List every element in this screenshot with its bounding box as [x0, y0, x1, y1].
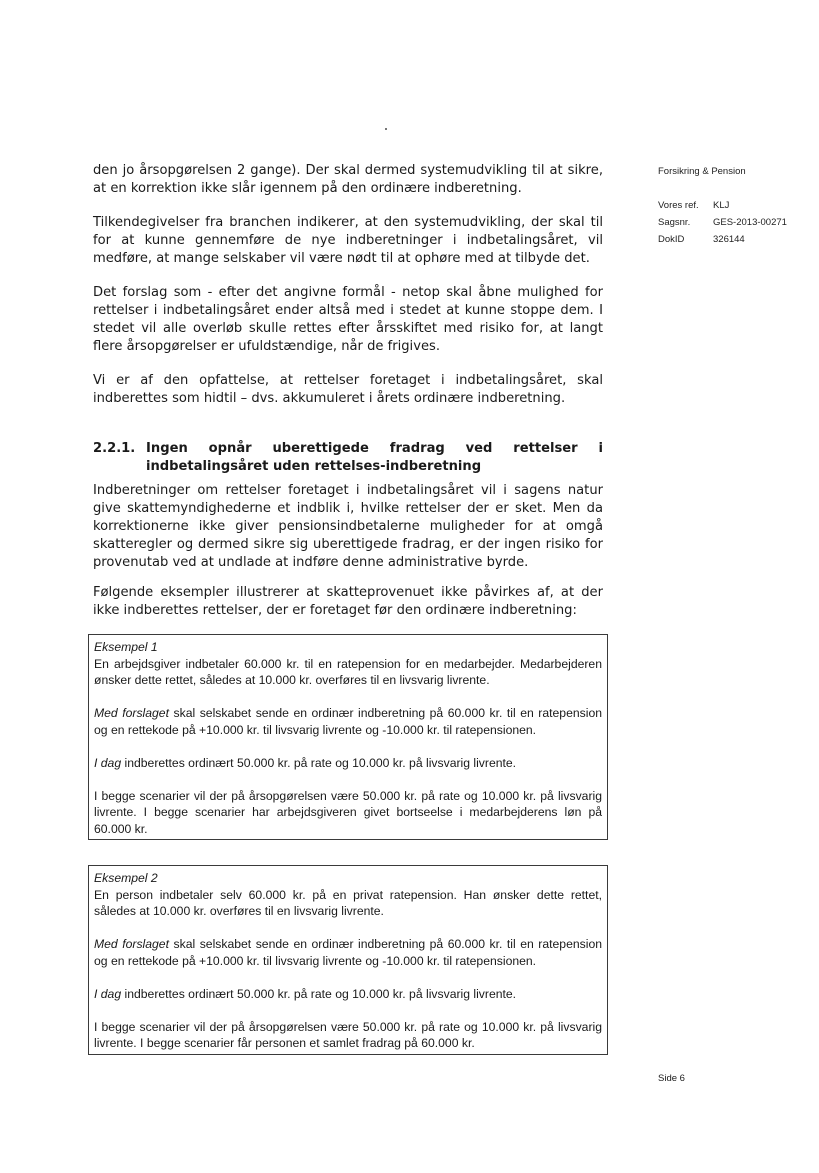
paragraph-text: Vi er af den opfattelse, at rettelser foretaget i indbetalingsåret, skal indberettes som hidtil – dvs. akkumuleret i årets ordinære indberetning. — [93, 373, 603, 406]
today-lead: I dag — [94, 986, 122, 1001]
example-proposal — [94, 705, 602, 738]
today-text: indberettes ordinært 50.000 kr. på rate og 10.000 kr. på livsvarig livrente. — [121, 986, 517, 1001]
paragraph-text: Indberetninger om rettelser foretaget i indbetalingsåret vil i sagens natur give skattemyndighederne et indblik i, hvilke rettelser der er sket. Men da korrektionerne ikke giver pensionsindbetalerne muligheder for at omgå skatteregler og dermed sikre sig uberettigede fradrag, er der ingen risiko for provenutab ved at undlade at indføre denne administrative byrde. — [93, 483, 603, 570]
sidebar-org — [658, 163, 746, 180]
scan-speck — [385, 128, 387, 130]
section-number: 2.2.1. — [93, 441, 136, 456]
example-today — [94, 986, 602, 1003]
paragraph-2 — [93, 214, 603, 268]
ref-value: KLJ — [713, 200, 730, 211]
today-text: indberettes ordinært 50.000 kr. på rate og 10.000 kr. på livsvarig livrente. — [121, 755, 517, 770]
ref-key: DokID — [658, 234, 685, 245]
paragraph-1 — [93, 162, 603, 198]
example-proposal — [94, 936, 602, 969]
paragraph-6 — [93, 584, 603, 620]
paragraph-text: Følgende eksempler illustrerer at skatteprovenuet ikke påvirkes af, at der ikke indberettes rettelser, der er foretaget før den ordinære indberetning: — [93, 585, 603, 618]
example-title: Eksempel 2 — [94, 871, 158, 885]
ref-value: GES-2013-00271 — [713, 217, 787, 228]
example-title: Eksempel 1 — [94, 640, 158, 654]
ref-value: 326144 — [713, 234, 745, 245]
example-today — [94, 755, 602, 772]
proposal-lead: Med forslaget — [94, 706, 169, 720]
ref-row-dokid — [658, 231, 787, 248]
paragraph-text: den jo årsopgørelsen 2 gange). Der skal dermed systemudvikling til at sikre, at en korrektion ikke slår igennem på den ordinære indberetning. — [93, 163, 603, 196]
section-heading — [93, 440, 603, 476]
ref-key: Sagsnr. — [658, 217, 691, 228]
example-1-box — [88, 634, 608, 840]
proposal-text: skal selskabet sende en ordinær indberetning på 60.000 kr. til en ratepension og en rettekode på +10.000 kr. til livsvarig livrente og -10.000 kr. til ratepensionen. — [94, 706, 602, 737]
page-number: Side 6 — [658, 1073, 685, 1084]
paragraph-5 — [93, 482, 603, 572]
proposal-lead: Med forslaget — [94, 937, 169, 951]
paragraph-4 — [93, 372, 603, 408]
paragraph-text: Det forslag som - efter det angivne formål - netop skal åbne mulighed for rettelser i indbetalingsåret ender altså med i stedet at kunne stoppe dem. I stedet vil alle overløb skulle rettes efter årsskiftet med risiko for, at langt flere årsopgørelser er ufuldstændige, når de frigives. — [93, 285, 603, 354]
example-conclusion: I begge scenarier vil der på årsopgørelsen være 50.000 kr. på rate og 10.000 kr. på livsvarig livrente. I begge scenarier får personen et samlet fradrag på 60.000 kr. — [94, 1019, 602, 1050]
ref-key: Vores ref. — [658, 200, 699, 211]
section-title: Ingen opnår uberettigede fradrag ved rettelser i indbetalingsåret uden rettelses-indberetning — [146, 441, 603, 474]
ref-row-vores-ref — [658, 197, 787, 214]
today-lead: I dag — [94, 755, 122, 770]
example-2-box — [88, 865, 608, 1055]
organization-name: Forsikring & Pension — [658, 166, 746, 177]
paragraph-3 — [93, 284, 603, 356]
reference-block — [658, 197, 787, 248]
paragraph-text: Tilkendegivelser fra branchen indikerer, at den systemudvikling, der skal til for at kunne gennemføre de nye indberetninger i indbetalingsåret, vil medføre, at mange selskaber vil være nødt til at ophøre med at tilbyde det. — [93, 215, 603, 266]
example-intro: En person indbetaler selv 60.000 kr. på en privat ratepension. Han ønsker dette rettet, således at 10.000 kr. overføres til en livsvarig livrente. — [94, 887, 602, 918]
example-intro: En arbejdsgiver indbetaler 60.000 kr. til en ratepension for en medarbejder. Medarbejderen ønsker dette rettet, således at 10.000 kr. overføres til en livsvarig livrente. — [94, 656, 602, 687]
proposal-text: skal selskabet sende en ordinær indberetning på 60.000 kr. til en ratepension og en rettekode på +10.000 kr. til livsvarig livrente og -10.000 kr. til ratepensionen. — [94, 937, 602, 968]
example-conclusion: I begge scenarier vil der på årsopgørelsen være 50.000 kr. på rate og 10.000 kr. på livsvarig livrente. I begge scenarier har arbejdsgiveren givet bortseelse i medarbejderens løn på 60.000 kr. — [94, 788, 602, 836]
ref-row-sagsnr — [658, 214, 787, 231]
